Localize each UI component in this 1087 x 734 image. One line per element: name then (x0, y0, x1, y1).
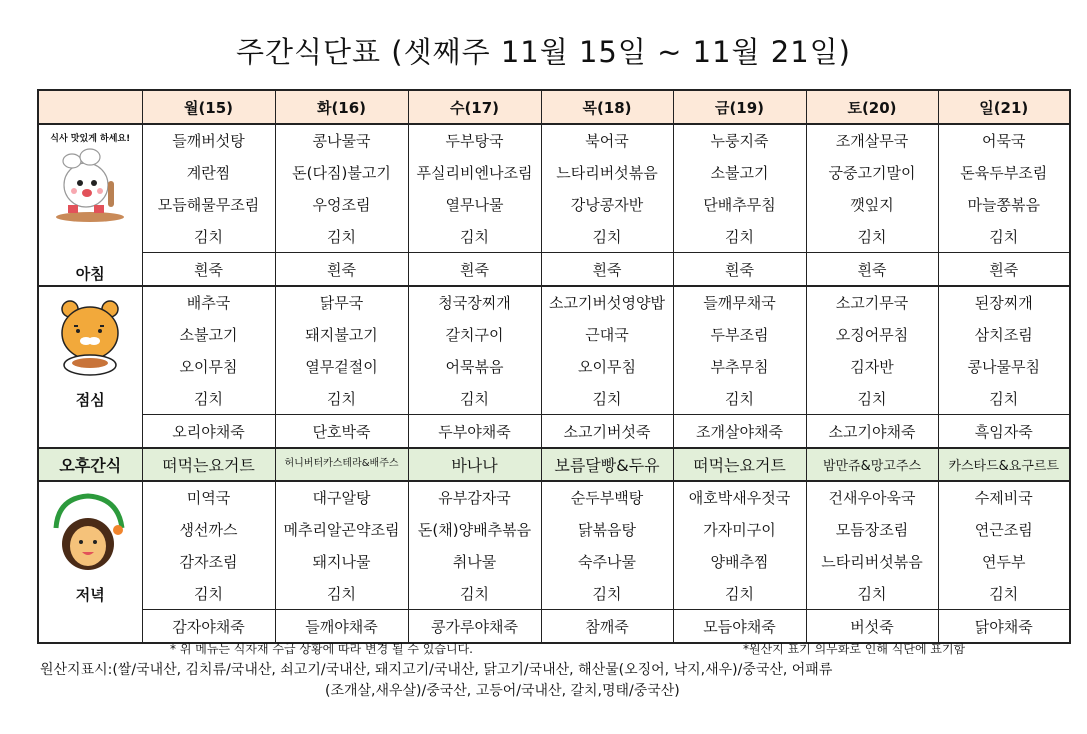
menu-item: 건새우아욱국 (806, 481, 938, 514)
day-header: 월(15) (142, 90, 275, 124)
menu-item: 김치 (673, 220, 806, 252)
menu-item: 돈육두부조림 (938, 157, 1070, 189)
menu-item: 김치 (541, 577, 673, 609)
menu-item: 소고기버섯영양밥 (541, 286, 673, 319)
menu-change-note: * 위 메뉴는 식자재 수급 상황에 따라 변경 될 수 있습니다. (170, 642, 473, 656)
menu-item: 배추국 (142, 286, 275, 319)
menu-item: 수제비국 (938, 481, 1070, 514)
menu-item: 어묵국 (938, 124, 1070, 157)
menu-item: 모듬장조림 (806, 514, 938, 546)
day-header: 금(19) (673, 90, 806, 124)
menu-item: 닭야채죽 (938, 610, 1070, 643)
meal-row (38, 319, 1070, 351)
day-header: 토(20) (806, 90, 938, 124)
day-header: 수(17) (408, 90, 541, 124)
menu-item: 들깨야채죽 (275, 610, 408, 643)
snack-row (38, 448, 1070, 481)
menu-item: 김치 (806, 382, 938, 414)
menu-item: 들깨무채국 (673, 286, 806, 319)
menu-item: 우엉조림 (275, 189, 408, 221)
day-header: 목(18) (541, 90, 673, 124)
meal-row (38, 286, 1070, 319)
menu-item: 김치 (275, 382, 408, 414)
menu-item: 닭무국 (275, 286, 408, 319)
menu-item: 가자미구이 (673, 514, 806, 546)
menu-item: 콩나물국 (275, 124, 408, 157)
snack-item: 허니버터카스테라&배주스 (275, 448, 408, 481)
menu-item: 김자반 (806, 351, 938, 383)
menu-item: 느타리버섯볶음 (541, 157, 673, 189)
origin-label-note: *원산지 표기 의무화로 인해 식단에 표기함 (743, 642, 966, 656)
lunch-header-cell (38, 286, 142, 448)
menu-item: 소불고기 (142, 319, 275, 351)
menu-item: 김치 (275, 220, 408, 252)
menu-item: 누룽지죽 (673, 124, 806, 157)
corner-cell (38, 90, 142, 124)
menu-item: 김치 (673, 382, 806, 414)
lunch-label: 점심 (75, 390, 105, 409)
menu-item: 깻잎지 (806, 189, 938, 221)
menu-item: 소고기야채죽 (806, 415, 938, 448)
meal-row (38, 189, 1070, 221)
menu-item: 모듬야채죽 (673, 610, 806, 643)
menu-item: 들깨버섯탕 (142, 124, 275, 157)
dinner-header-cell (38, 481, 142, 643)
menu-item: 김치 (541, 382, 673, 414)
menu-item: 흰죽 (142, 253, 275, 286)
menu-item: 애호박새우젓국 (673, 481, 806, 514)
menu-item: 연근조림 (938, 514, 1070, 546)
menu-item: 메추리알곤약조림 (275, 514, 408, 546)
menu-item: 김치 (938, 382, 1070, 414)
menu-item: 어묵볶음 (408, 351, 541, 383)
snack-item: 바나나 (408, 448, 541, 481)
menu-item: 열무겉절이 (275, 351, 408, 383)
menu-item: 삼치조림 (938, 319, 1070, 351)
menu-item: 단호박죽 (275, 415, 408, 448)
smiling-girl-icon (48, 488, 132, 572)
menu-item: 김치 (806, 577, 938, 609)
menu-item: 소고기무국 (806, 286, 938, 319)
menu-item: 돈(채)양배추볶음 (408, 514, 541, 546)
menu-item: 흰죽 (673, 253, 806, 286)
menu-item: 계란찜 (142, 157, 275, 189)
menu-table (37, 89, 1071, 644)
snack-item: 떠먹는요거트 (673, 448, 806, 481)
menu-item: 미역국 (142, 481, 275, 514)
menu-item: 북어국 (541, 124, 673, 157)
menu-item: 흰죽 (806, 253, 938, 286)
meal-row (38, 220, 1070, 252)
meal-row (38, 351, 1070, 383)
meal-row (38, 382, 1070, 414)
menu-item: 숙주나물 (541, 546, 673, 578)
snack-item: 밤만쥬&망고주스 (806, 448, 938, 481)
menu-item: 두부탕국 (408, 124, 541, 157)
menu-item: 소불고기 (673, 157, 806, 189)
breakfast-label: 아침 (75, 265, 105, 283)
origin-line-2: (조개살,새우살)/중국산, 고등어/국내산, 갈치,명태/중국산) (325, 683, 680, 699)
menu-item: 김치 (142, 382, 275, 414)
menu-item: 갈치구이 (408, 319, 541, 351)
menu-item: 느타리버섯볶음 (806, 546, 938, 578)
menu-item: 흰죽 (275, 253, 408, 286)
meal-row (38, 253, 1070, 286)
menu-item: 버섯죽 (806, 610, 938, 643)
menu-item: 김치 (806, 220, 938, 252)
menu-item: 감자야채죽 (142, 610, 275, 643)
menu-item: 콩나물무침 (938, 351, 1070, 383)
menu-item: 흰죽 (938, 253, 1070, 286)
menu-item: 참깨죽 (541, 610, 673, 643)
menu-item: 순두부백탕 (541, 481, 673, 514)
snack-item: 카스타드&요구르트 (938, 448, 1070, 481)
menu-item: 콩가루야채죽 (408, 610, 541, 643)
header-row (38, 90, 1070, 124)
origin-info (40, 660, 1070, 702)
breakfast-picture (50, 147, 130, 227)
breakfast-header-cell (38, 124, 142, 286)
menu-item: 오리야채죽 (142, 415, 275, 448)
menu-item: 된장찌개 (938, 286, 1070, 319)
menu-item: 마늘쫑볶음 (938, 189, 1070, 221)
menu-item: 감자조림 (142, 546, 275, 578)
menu-item: 강낭콩자반 (541, 189, 673, 221)
menu-item: 청국장찌개 (408, 286, 541, 319)
day-header: 일(21) (938, 90, 1070, 124)
menu-item: 오이무침 (541, 351, 673, 383)
menu-item: 돼지불고기 (275, 319, 408, 351)
menu-item: 김치 (938, 577, 1070, 609)
meal-row (38, 124, 1070, 157)
menu-item: 근대국 (541, 319, 673, 351)
snack-label: 오후간식 (38, 448, 142, 481)
menu-item: 두부조림 (673, 319, 806, 351)
lion-character-icon (54, 295, 126, 379)
menu-item: 유부감자국 (408, 481, 541, 514)
dinner-picture (48, 488, 132, 576)
menu-item: 김치 (142, 577, 275, 609)
dinner-label: 저녁 (75, 585, 105, 604)
menu-item: 궁중고기말이 (806, 157, 938, 189)
menu-item: 김치 (938, 220, 1070, 252)
menu-item: 양배추찜 (673, 546, 806, 578)
menu-item: 취나물 (408, 546, 541, 578)
menu-item: 돈(다짐)불고기 (275, 157, 408, 189)
menu-item: 흰죽 (541, 253, 673, 286)
menu-item: 김치 (408, 220, 541, 252)
meal-row (38, 546, 1070, 578)
menu-item: 대구알탕 (275, 481, 408, 514)
breakfast-caption: 식사 맛있게 하세요! (50, 134, 131, 144)
meal-row (38, 577, 1070, 609)
origin-line-1: 원산지표시:(쌀/국내산, 김치류/국내산, 쇠고기/국내산, 돼지고기/국내산, 닭고기/국내산, 해산물(오징어, 낙지,새우)/중국산, 어패류 (40, 662, 833, 678)
menu-item: 단배추무침 (673, 189, 806, 221)
menu-item: 김치 (142, 220, 275, 252)
meal-row (38, 610, 1070, 643)
menu-item: 오이무침 (142, 351, 275, 383)
page-title: 주간식단표 (셋째주 11월 15일 ~ 11월 21일) (235, 35, 851, 69)
chef-bunny-icon (50, 147, 130, 223)
meal-row (38, 481, 1070, 514)
menu-item: 김치 (275, 577, 408, 609)
menu-item: 김치 (673, 577, 806, 609)
menu-item: 흰죽 (408, 253, 541, 286)
menu-item: 모듬해물무조림 (142, 189, 275, 221)
menu-item: 돼지나물 (275, 546, 408, 578)
meal-row (38, 514, 1070, 546)
menu-item: 오징어무침 (806, 319, 938, 351)
menu-item: 푸실리비엔나조림 (408, 157, 541, 189)
day-header: 화(16) (275, 90, 408, 124)
menu-item: 부추무침 (673, 351, 806, 383)
menu-item: 열무나물 (408, 189, 541, 221)
menu-item: 소고기버섯죽 (541, 415, 673, 448)
menu-item: 생선까스 (142, 514, 275, 546)
menu-item: 두부야채죽 (408, 415, 541, 448)
meal-row (38, 415, 1070, 448)
meal-row (38, 157, 1070, 189)
menu-item: 조개살야채죽 (673, 415, 806, 448)
menu-item: 김치 (408, 577, 541, 609)
lunch-picture (54, 295, 126, 383)
menu-item: 김치 (408, 382, 541, 414)
menu-item: 흑임자죽 (938, 415, 1070, 448)
menu-item: 김치 (541, 220, 673, 252)
menu-item: 조개살무국 (806, 124, 938, 157)
menu-item: 닭볶음탕 (541, 514, 673, 546)
menu-item: 연두부 (938, 546, 1070, 578)
snack-item: 보름달빵&두유 (541, 448, 673, 481)
snack-item: 떠먹는요거트 (142, 448, 275, 481)
